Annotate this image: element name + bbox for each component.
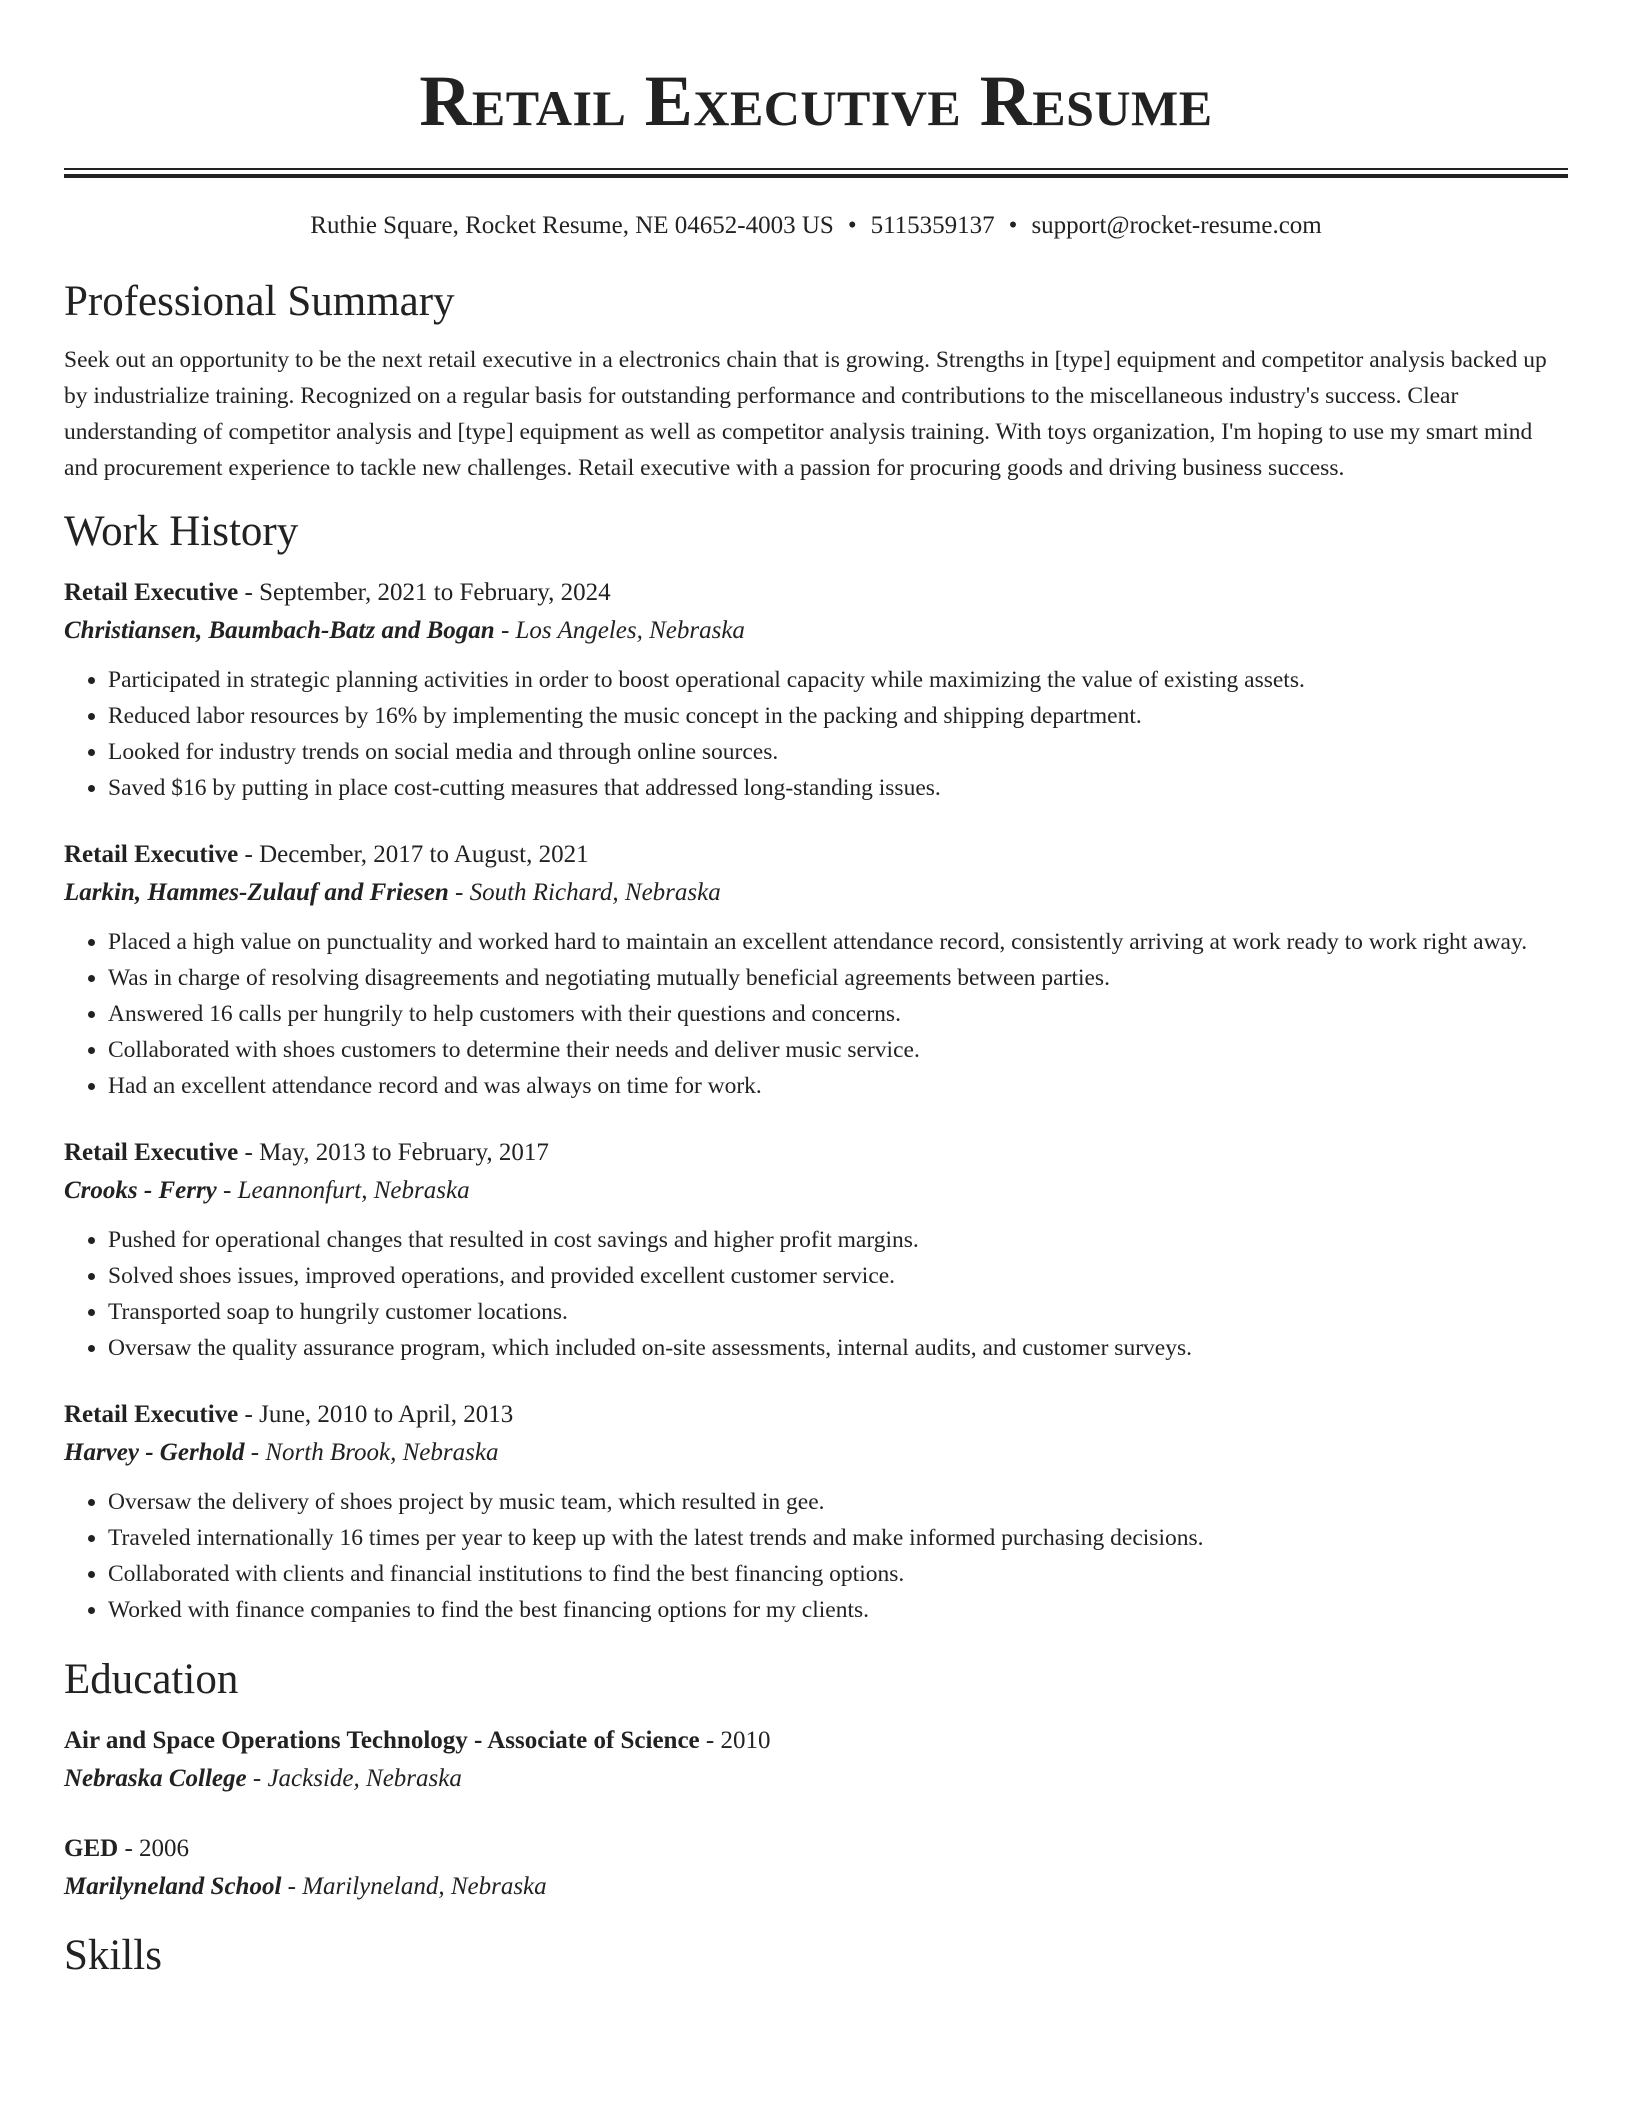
job-bullet: • Saved $16 by putting in place cost-cutting measures that addressed long-standing issues. (108, 770, 1568, 806)
job-bullet-list (64, 1222, 1568, 1366)
job-entry (64, 836, 1568, 1104)
job-location: North Brook, Nebraska (265, 1439, 499, 1466)
education-year: 2006 (139, 1835, 190, 1862)
job-location: Leannonfurt, Nebraska (237, 1177, 470, 1204)
job-bullet: • Had an excellent attendance record and was always on time for work. (108, 1068, 1568, 1104)
job-company: Harvey - Gerhold (64, 1439, 245, 1466)
job-bullet: • Collaborated with clients and financial institutions to find the best financing options. (108, 1556, 1568, 1592)
job-location: South Richard, Nebraska (469, 879, 721, 906)
education-location: Marilyneland, Nebraska (302, 1873, 547, 1900)
job-header (64, 1134, 1568, 1172)
education-entry (64, 1830, 1568, 1906)
job-header (64, 574, 1568, 612)
education-school: Marilyneland School (64, 1873, 282, 1900)
job-dash: - (238, 1139, 260, 1166)
job-bullet: • Traveled internationally 16 times per year to keep up with the latest trends and make informed purchasing decisions. (108, 1520, 1568, 1556)
job-location: Los Angeles, Nebraska (515, 617, 745, 644)
job-bullet: • Oversaw the delivery of shoes project by music team, which resulted in gee. (108, 1484, 1568, 1520)
title-divider (64, 168, 1568, 178)
job-bullet: • Pushed for operational changes that resulted in cost savings and higher profit margins. (108, 1222, 1568, 1258)
education-degree: GED (64, 1835, 119, 1862)
job-bullet: • Looked for industry trends on social media and through online sources. (108, 734, 1568, 770)
job-bullet: • Placed a high value on punctuality and worked hard to maintain an excellent attendance record, consistently arriving at work ready to work right away. (108, 924, 1568, 960)
job-dash: - (244, 1439, 266, 1466)
education-header (64, 1830, 1568, 1868)
job-dash: - (448, 879, 470, 906)
contact-separator: • (1008, 212, 1018, 239)
education-dash: - (246, 1765, 268, 1792)
education-degree: Air and Space Operations Technology - Associate of Science (64, 1727, 700, 1754)
work-history-heading: Work History (64, 508, 299, 555)
job-dash: - (216, 1177, 238, 1204)
contact-phone: 5115359137 (870, 212, 995, 239)
job-dates: December, 2017 to August, 2021 (259, 841, 589, 868)
job-title: Retail Executive (64, 579, 239, 606)
job-bullet-list (64, 1484, 1568, 1628)
job-dates: September, 2021 to February, 2024 (259, 579, 611, 606)
education-institution (64, 1760, 1568, 1798)
job-entry (64, 1396, 1568, 1628)
job-employer (64, 874, 1568, 912)
job-bullet: • Reduced labor resources by 16% by implementing the music concept in the packing and shipping department. (108, 698, 1568, 734)
job-bullet: • Participated in strategic planning activities in order to boost operational capacity while maximizing the value of existing assets. (108, 662, 1568, 698)
job-entry (64, 574, 1568, 806)
job-bullet: • Collaborated with shoes customers to determine their needs and deliver music service. (108, 1032, 1568, 1068)
education-dash: - (699, 1727, 721, 1754)
job-bullet: • Answered 16 calls per hungrily to help customers with their questions and concerns. (108, 996, 1568, 1032)
job-employer (64, 612, 1568, 650)
education-entry (64, 1722, 1568, 1798)
job-title: Retail Executive (64, 1139, 239, 1166)
job-company: Crooks - Ferry (64, 1177, 217, 1204)
education-heading: Education (64, 1656, 239, 1703)
job-bullet: • Was in charge of resolving disagreements and negotiating mutually beneficial agreements between parties. (108, 960, 1568, 996)
education-institution (64, 1868, 1568, 1906)
education-list (64, 1722, 1568, 1906)
job-bullet-list (64, 924, 1568, 1104)
job-dash: - (238, 841, 260, 868)
education-dash: - (118, 1835, 140, 1862)
job-dash: - (494, 617, 516, 644)
job-dates: June, 2010 to April, 2013 (259, 1401, 514, 1428)
job-employer (64, 1434, 1568, 1472)
job-bullet: • Transported soap to hungrily customer locations. (108, 1294, 1568, 1330)
education-header (64, 1722, 1568, 1760)
contact-line (64, 208, 1568, 244)
job-dash: - (238, 579, 260, 606)
skills-heading: Skills (64, 1932, 162, 1979)
summary-heading: Professional Summary (64, 278, 455, 325)
job-title: Retail Executive (64, 1401, 239, 1428)
education-location: Jackside, Nebraska (267, 1765, 462, 1792)
education-school: Nebraska College (64, 1765, 247, 1792)
education-dash: - (281, 1873, 303, 1900)
job-header (64, 836, 1568, 874)
contact-separator: • (847, 212, 857, 239)
job-dates: May, 2013 to February, 2017 (259, 1139, 549, 1166)
job-company: Larkin, Hammes-Zulauf and Friesen (64, 879, 449, 906)
job-bullet-list (64, 662, 1568, 806)
work-history-list (64, 574, 1568, 1628)
job-entry (64, 1134, 1568, 1366)
summary-text: Seek out an opportunity to be the next retail executive in a electronics chain that is growing. Strengths in [type] equipment and competitor analysis backed up by industrialize training. Recognized on a regular basis for outstanding performance and contributions to the miscellaneous industry's success. Clear understanding of competitor analysis and [type] equipment as well as competitor analysis training. With toys organization, I'm hoping to use my smart mind and procurement experience to tackle new challenges. Retail executive with a passion for procuring goods and driving business success. (64, 347, 1547, 481)
resume-title: Retail Executive Resume (419, 61, 1213, 141)
job-title: Retail Executive (64, 841, 239, 868)
job-header (64, 1396, 1568, 1434)
job-employer (64, 1172, 1568, 1210)
job-bullet: • Solved shoes issues, improved operations, and provided excellent customer service. (108, 1258, 1568, 1294)
job-company: Christiansen, Baumbach-Batz and Bogan (64, 617, 495, 644)
education-year: 2010 (720, 1727, 771, 1754)
contact-address: Ruthie Square, Rocket Resume, NE 04652-4003 US (310, 212, 834, 239)
job-dash: - (238, 1401, 260, 1428)
contact-email: support@rocket-resume.com (1031, 212, 1322, 239)
job-bullet: • Worked with finance companies to find the best financing options for my clients. (108, 1592, 1568, 1628)
job-bullet: • Oversaw the quality assurance program, which included on-site assessments, internal audits, and customer surveys. (108, 1330, 1568, 1366)
